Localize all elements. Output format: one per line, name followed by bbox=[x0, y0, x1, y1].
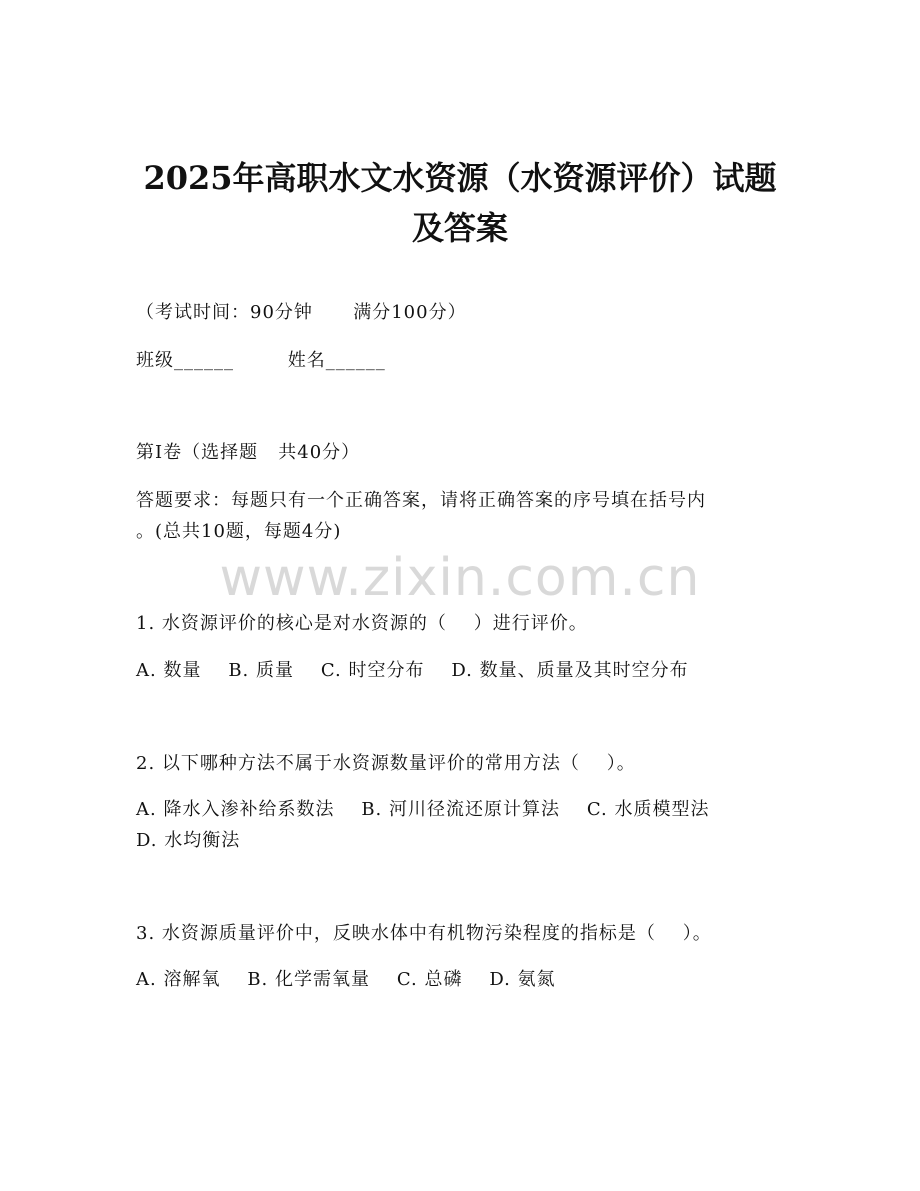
question-2-stem: 2. 以下哪种方法不属于水资源数量评价的常用方法（ ）。 bbox=[136, 753, 636, 774]
question-1-options: A. 数量 B. 质量 C. 时空分布 D. 数量、质量及其时空分布 bbox=[136, 660, 689, 681]
exam-info: （考试时间：90分钟 满分100分） bbox=[136, 302, 467, 323]
document-title-line2: 及答案 bbox=[411, 209, 508, 247]
question-3-options: A. 溶解氧 B. 化学需氧量 C. 总磷 D. 氨氮 bbox=[136, 969, 556, 990]
watermark: www.zixin.com.cn bbox=[219, 548, 701, 608]
student-fields: 班级______ 姓名______ bbox=[136, 350, 386, 371]
question-2-options: A. 降水入渗补给系数法 B. 河川径流还原计算法 C. 水质模型法 bbox=[136, 799, 710, 820]
instructions-line1: 答题要求：每题只有一个正确答案，请将正确答案的序号填在括号内 bbox=[136, 490, 706, 511]
instructions-line2: 。(总共10题，每题4分) bbox=[136, 521, 342, 542]
section-header: 第I卷（选择题 共40分） bbox=[136, 442, 361, 463]
question-1-stem: 1. 水资源评价的核心是对水资源的（ ）进行评价。 bbox=[136, 613, 588, 634]
question-3-stem: 3. 水资源质量评价中，反映水体中有机物污染程度的指标是（ ）。 bbox=[136, 923, 712, 944]
question-2-options-cont: D. 水均衡法 bbox=[136, 830, 241, 851]
document-title-line1: 2025年高职水文水资源（水资源评价）试题 bbox=[143, 159, 777, 197]
